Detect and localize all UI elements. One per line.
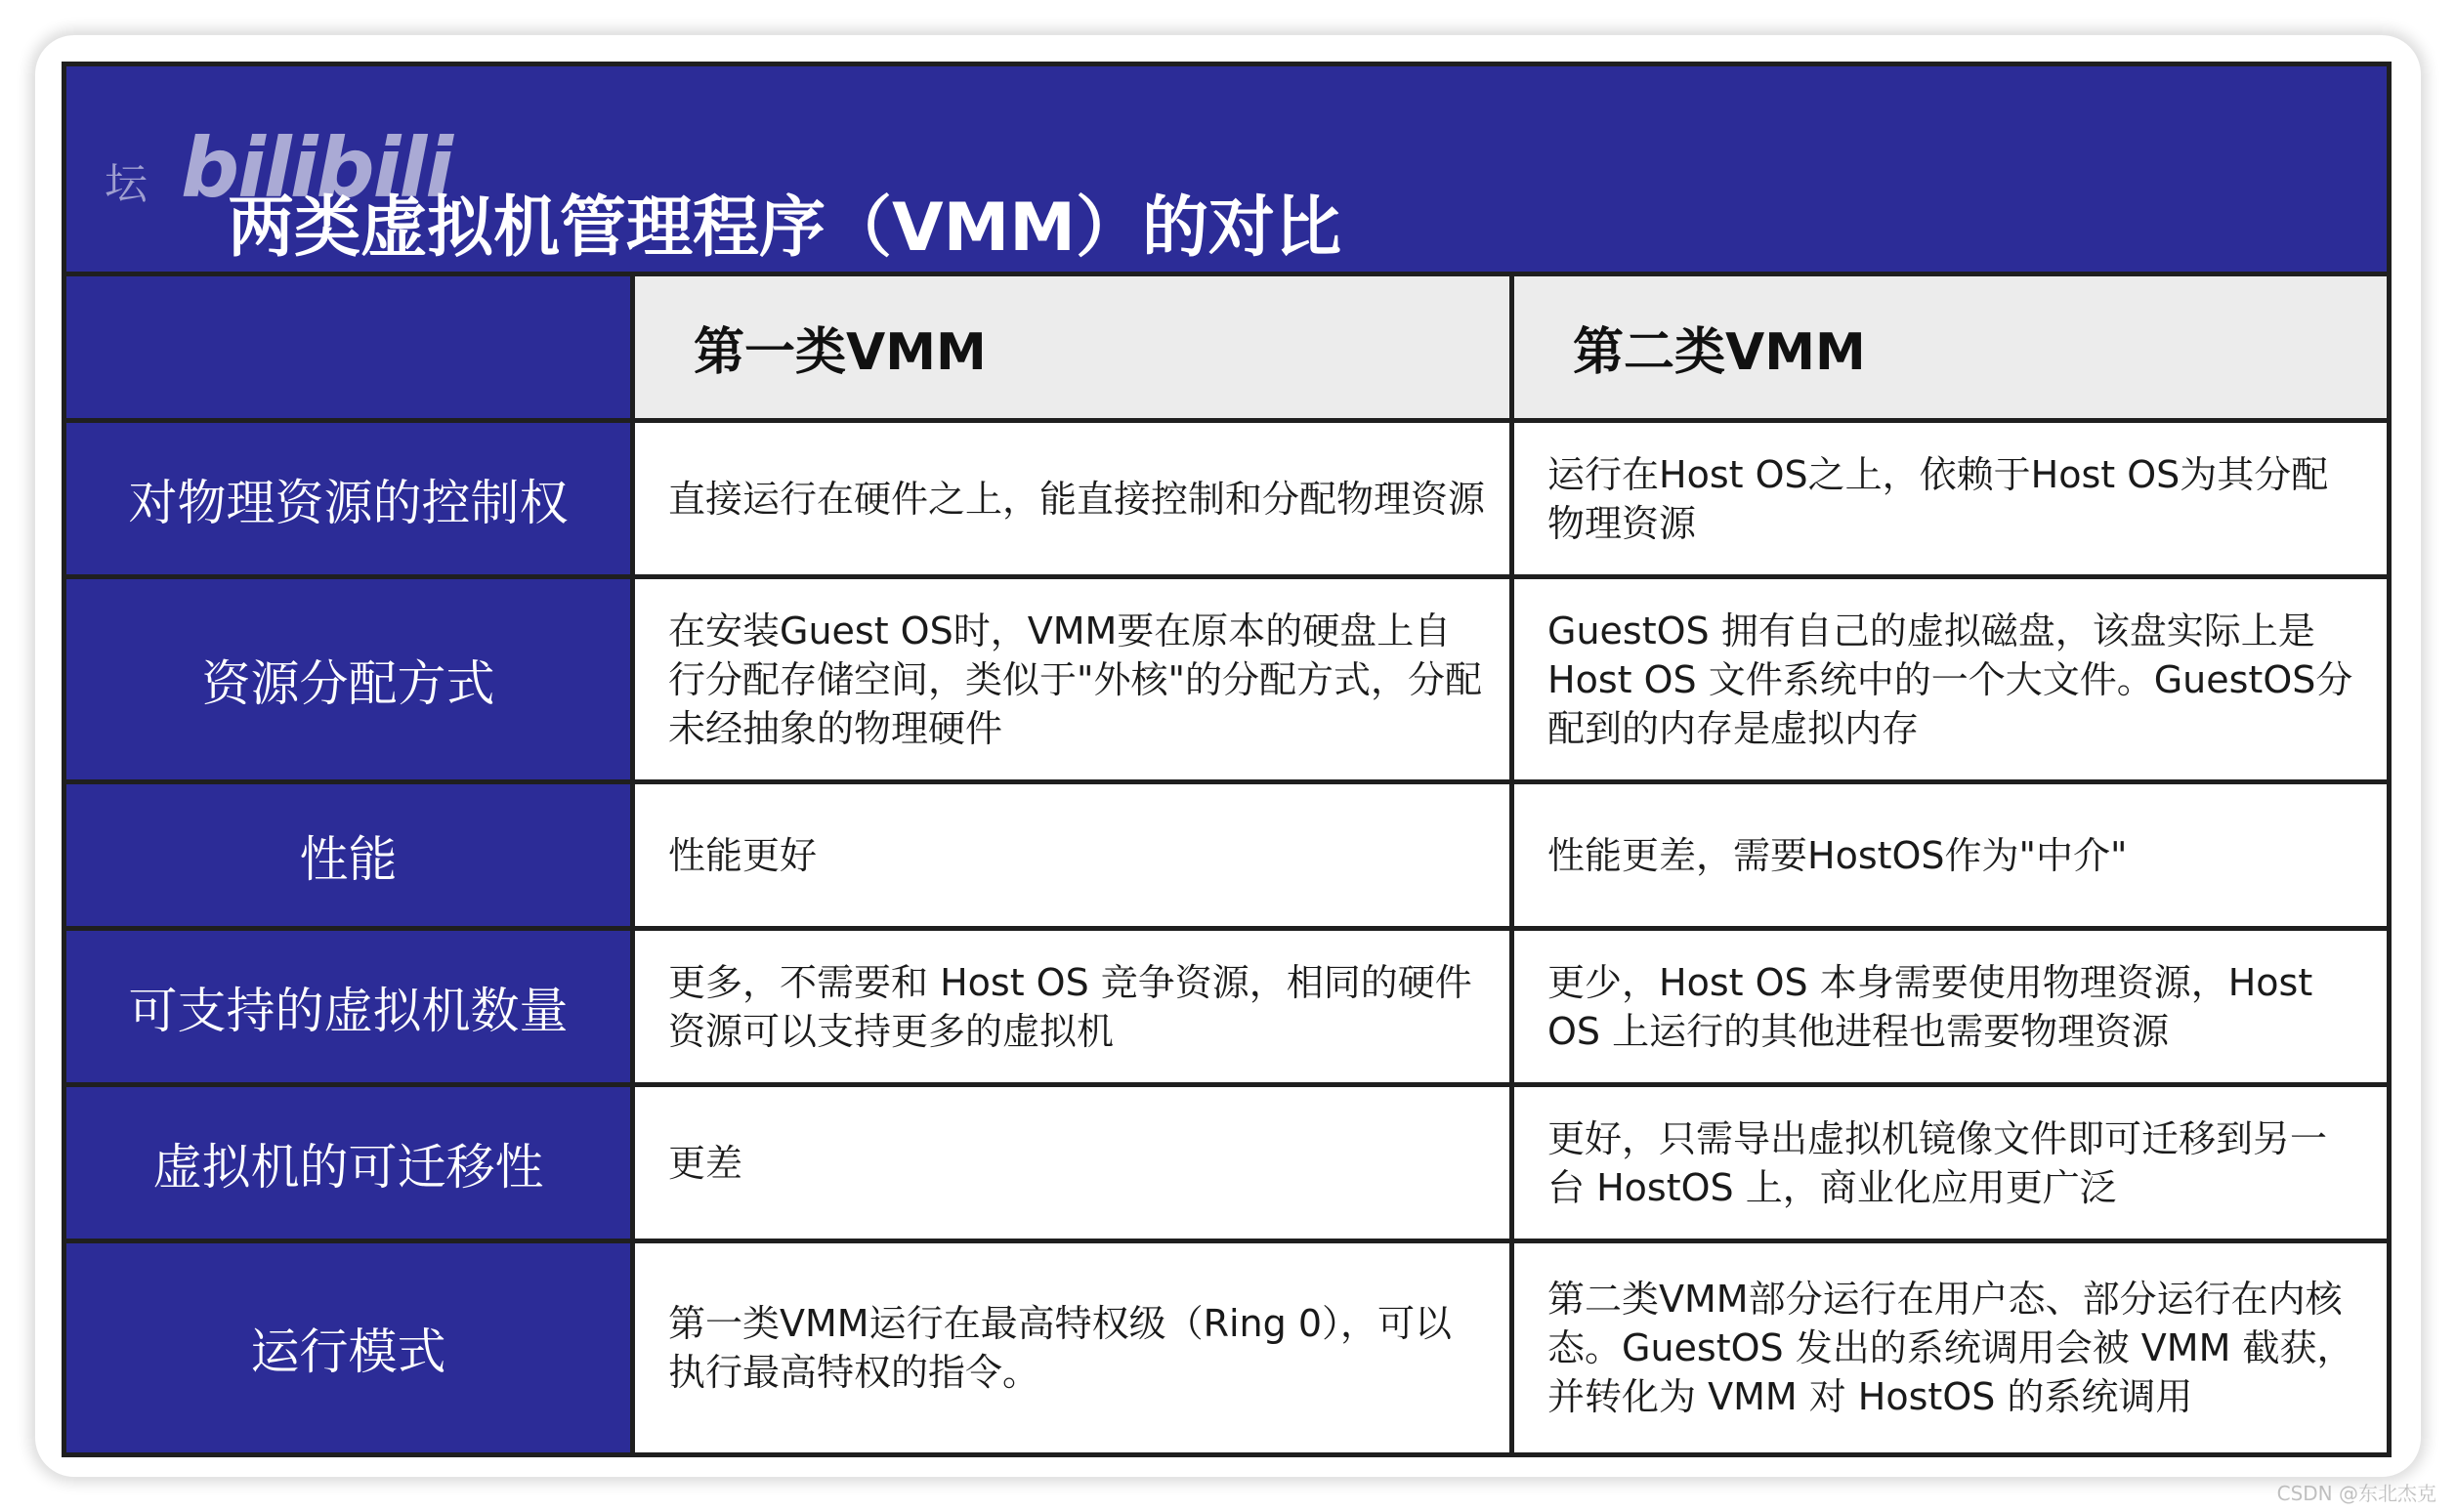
table-cell (635, 1243, 1509, 1452)
cell-text: 运行在Host OS之上，依赖于Host OS为其分配物理资源 (1547, 452, 2329, 545)
row-label-performance: 性能 (66, 784, 630, 926)
table-cell (635, 579, 1509, 779)
bilibili-logo: bilibili (181, 120, 452, 217)
table-cell (1514, 579, 2387, 779)
row-label-allocation: 资源分配方式 (66, 579, 630, 779)
table-cell (1514, 423, 2387, 574)
slide-title: 两类虚拟机管理程序（VMM）的对比 (228, 189, 1341, 267)
table-cell (635, 1087, 1509, 1239)
column-header-type1: 第一类VMM (635, 276, 1509, 418)
watermark-text: 坛 (105, 159, 148, 209)
row-label-control: 对物理资源的控制权 (66, 423, 630, 574)
csdn-watermark: CSDN @东北杰克 (2276, 1482, 2436, 1505)
cell-text: 性能更好 (668, 833, 818, 877)
cell-text: 性能更差，需要HostOS作为"中介" (1547, 833, 2128, 877)
comparison-slide (62, 62, 2392, 1457)
cell-text: 第二类VMM部分运行在用户态、部分运行在内核态。GuestOS 发出的系统调用会被 VMM 截获，并转化为 VMM 对 HostOS 的系统调用 (1547, 1278, 2354, 1418)
table-cell (635, 423, 1509, 574)
table-cell (1514, 931, 2387, 1082)
cell-text: 直接运行在硬件之上，能直接控制和分配物理资源 (668, 477, 1486, 521)
table-cell (1514, 1243, 2387, 1452)
row-label-vm-count: 可支持的虚拟机数量 (66, 931, 630, 1082)
table-cell (635, 931, 1509, 1082)
table-cell (635, 784, 1509, 926)
bilibili-watermark (105, 118, 452, 217)
table-cell (1514, 784, 2387, 926)
cell-text: 更少，Host OS 本身需要使用物理资源，Host OS 上运行的其他进程也需要物理资源 (1547, 960, 2313, 1053)
table-cell (1514, 1087, 2387, 1239)
cell-text: 更好，只需导出虚拟机镜像文件即可迁移到另一台 HostOS 上，商业化应用更广泛 (1547, 1116, 2328, 1209)
cell-text: 在安装Guest OS时，VMM要在原本的硬盘上自行分配存储空间，类似于"外核"的分配方式，分配未经抽象的物理硬件 (668, 609, 1482, 750)
cell-text: 更差 (668, 1141, 743, 1185)
row-label-run-mode: 运行模式 (66, 1243, 630, 1452)
cell-text: 第一类VMM运行在最高特权级（Ring 0），可以执行最高特权的指令。 (668, 1302, 1452, 1394)
cell-text: 更多，不需要和 Host OS 竞争资源，相同的硬件资源可以支持更多的虚拟机 (668, 960, 1472, 1053)
row-label-portability: 虚拟机的可迁移性 (66, 1087, 630, 1239)
column-header-type2: 第二类VMM (1514, 276, 2387, 418)
header-corner (66, 276, 630, 418)
cell-text: GuestOS 拥有自己的虚拟磁盘，该盘实际上是 Host OS 文件系统中的一个大文件。GuestOS分配到的内存是虚拟内存 (1547, 609, 2353, 750)
